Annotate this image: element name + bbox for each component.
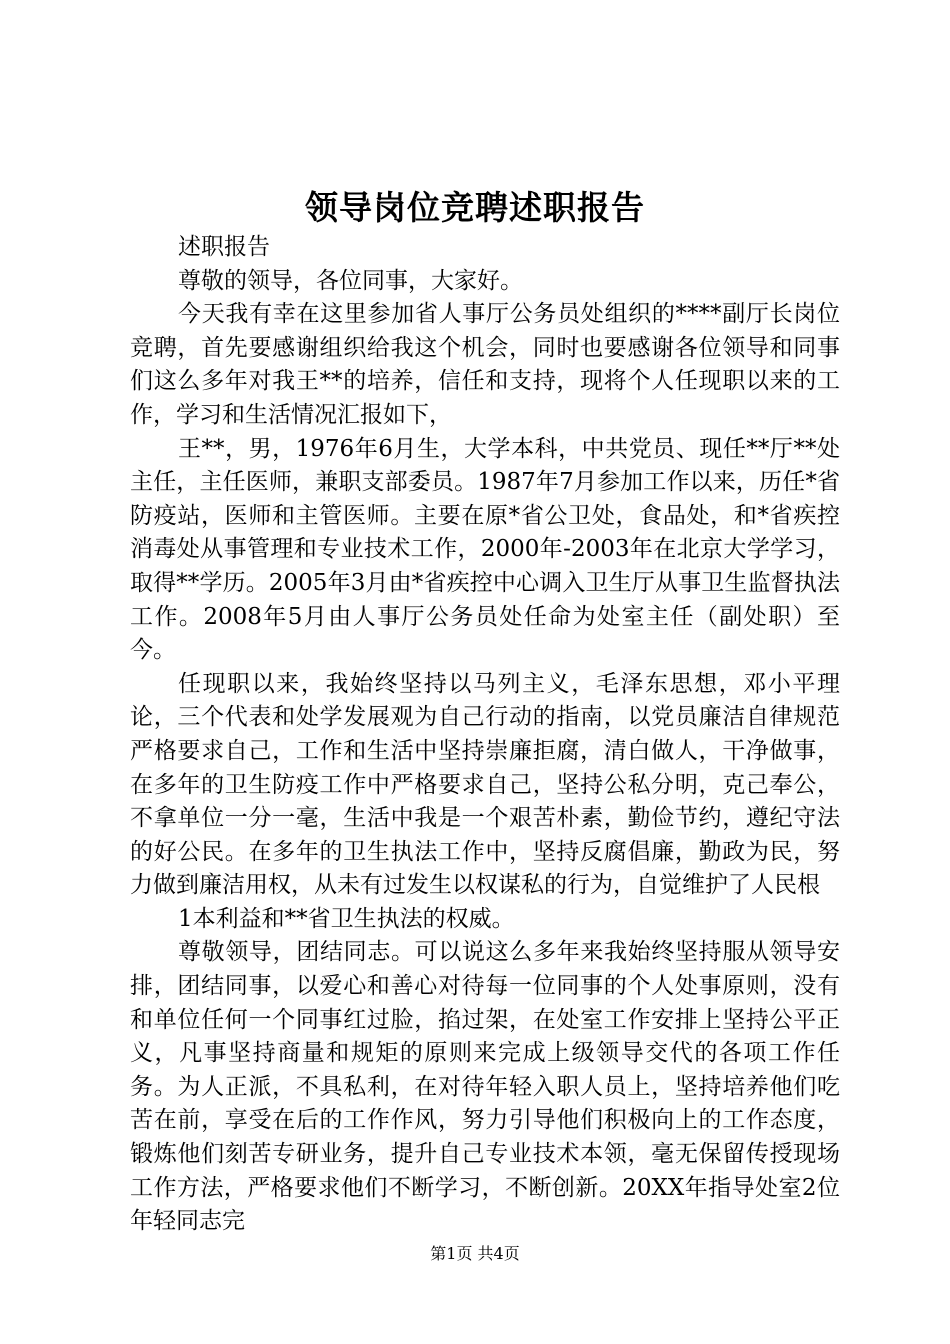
paragraph-intro: 今天我有幸在这里参加省人事厅公务员处组织的****副厅长岗位竞聘，首先要感谢组织给我这个机会，同时也要感谢各位领导和同事们这么多年对我王**的培养，信任和支持，现将个人任现职以来的工作，学习和生活情况汇报如下， [130,301,840,428]
document-title: 领导岗位竞聘述职报告 [305,188,645,227]
paragraph-continuation: 1本利益和**省卫生执法的权威。 [178,905,515,932]
paragraph-profile: 王**，男，1976年6月生，大学本科，中共党员、现任**厅**处主任，主任医师，兼职支部委员。1987年7月参加工作以来，历任*省防疫站，医师和主管医师。主要在原*省公卫处，食品处，和*省疾控消毒处从事管理和专业技术工作，2000年-2003年在北京大学学习，取得**学历。2005年3月由*省疾控中心调入卫生厅从事卫生监督执法工作。2008年5月由人事厅公务员处任命为处室主任（副处职）至今。 [130,435,840,664]
document-body [130,231,840,1239]
paragraph-teamwork: 尊敬领导，团结同志。可以说这么多年来我始终坚持服从领导安排，团结同事，以爱心和善心对待每一位同事的个人处事原则，没有和单位任何一个同事红过脸，掐过架，在处室工作安排上坚持公平正义，凡事坚持商量和规矩的原则来完成上级领导交代的各项工作任务。为人正派，不具私利，在对待年轻入职人员上，坚持培养他们吃苦在前，享受在后的工作作风，努力引导他们积极向上的工作态度，锻炼他们刻苦专研业务，提升自己专业技术本领，毫无保留传授现场工作方法，严格要求他们不断学习，不断创新。20XX年指导处室2位年轻同志完 [130,939,840,1235]
paragraph-greeting: 尊敬的领导，各位同事，大家好。 [178,267,523,294]
paragraph-heading: 述职报告 [178,234,270,260]
paragraph-integrity: 任现职以来，我始终坚持以马列主义，毛泽东思想，邓小平理论，三个代表和处学发展观为自己行动的指南，以党员廉洁自律规范严格要求自己，工作和生活中坚持崇廉拒腐，清白做人，干净做事，在多年的卫生防疫工作中严格要求自己，坚持公私分明，克己奉公，不拿单位一分一毫，生活中我是一个艰苦朴素，勤俭节约，遵纪守法的好公民。在多年的卫生执法工作中，坚持反腐倡廉，勤政为民，努力做到廉洁用权，从未有过发生以权谋私的行为，自觉维护了人民根 [130,670,840,899]
page-number-footer: 第1页 共4页 [430,1244,520,1263]
